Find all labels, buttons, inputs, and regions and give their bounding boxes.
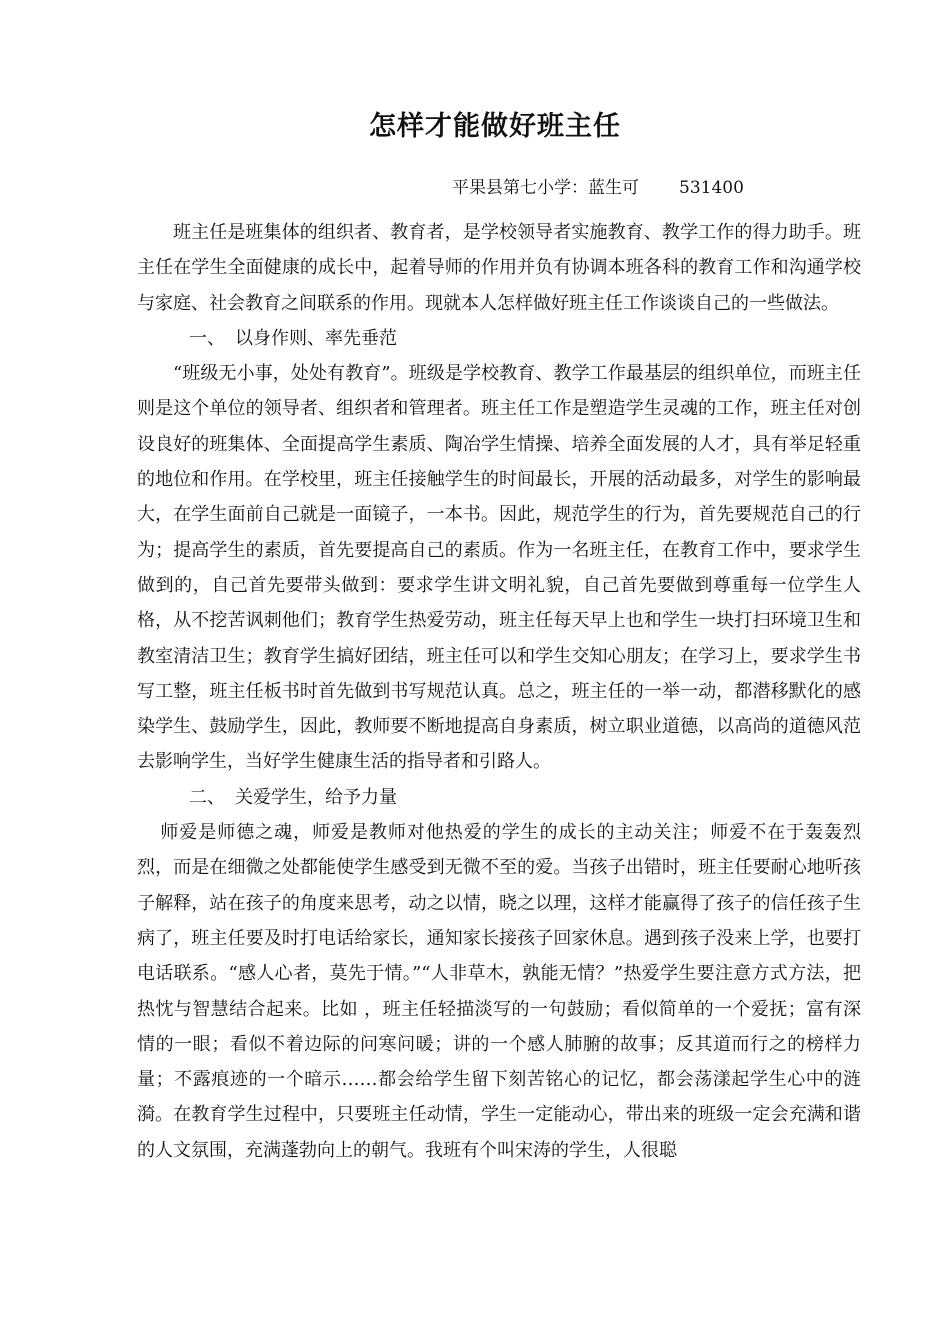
section-title: 关爱学生，给予力量 bbox=[235, 786, 397, 808]
section-number: 二、 bbox=[189, 786, 225, 808]
section-2-paragraph: 师爱是师德之魂，师爱是教师对他热爱的学生的成长的主动关注；师爱不在于轰轰烈烈，而是在细微之处都能使学生感受到无微不至的爱。当孩子出错时，班主任要耐心地听孩子解释，站在孩子的角度来思考，动之以情，晓之以理，这样才能赢得了孩子的信任孩子生病了，班主任要及时打电话给家长，通知家长接孩子回家休息。遇到孩子没来上学，也要打电话联系。“感人心者，莫先于情。”“人非草木，孰能无情？”热爱学生要注意方式方法，把热忱与智慧结合起来。比如 ，班主任轻描淡写的一句鼓励；看似简单的一个爱抚；富有深情的一眼；看似不着边际的问寒问暖；讲的一个感人肺腑的故事；反其道而行之的榜样力量；不露痕迹的一个暗示……都会给学生留下刻苦铭心的记忆，都会荡漾起学生心中的涟漪。在教育学生过程中，只要班主任动情，学生一定能动心，带出来的班级一定会充满和谐的人文氛围，充满蓬勃向上的朝气。我班有个叫宋涛的学生，人很聪 bbox=[137, 822, 861, 1161]
intro-paragraph: 班主任是班集体的组织者、教育者，是学校领导者实施教育、教学工作的得力助手。班主任在学生全面健康的成长中，起着导师的作用并负有协调本班各科的教育工作和沟通学校与家庭、社会教育之间联系的作用。现就本人怎样做好班主任工作谈谈自己的一些做法。 bbox=[137, 222, 861, 314]
section-heading-2 bbox=[137, 780, 861, 815]
section-1-paragraph: “班级无小事，处处有教育”。班级是学校教育、教学工作最基层的组织单位，而班主任则是这个单位的领导者、组织者和管理者。班主任工作是塑造学生灵魂的工作，班主任对创设良好的班集体、全面提高学生素质、陶冶学生情操、培养全面发展的人才，具有举足轻重的地位和作用。在学校里，班主任接触学生的时间最长，开展的活动最多，对学生的影响最大，在学生面前自己就是一面镜子，一本书。因此，规范学生的行为，首先要规范自己的行为；提高学生的素质，首先要提高自己的素质。作为一名班主任，在教育工作中，要求学生做到的，自己首先要带头做到：要求学生讲文明礼貌，自己首先要做到尊重每一位学生人格，从不挖苦讽刺他们；教育学生热爱劳动，班主任每天早上也和学生一块打扫环境卫生和教室清洁卫生；教育学生搞好团结，班主任可以和学生交知心朋友；在学习上，要求学生书写工整，班主任板书时首先做到书写规范认真。总之，班主任的一举一动，都潜移默化的感染学生、鼓励学生，因此，教师要不断地提高自身素质，树立职业道德，以高尚的道德风范去影响学生，当好学生健康生活的指导者和引路人。 bbox=[137, 363, 861, 773]
document-body bbox=[137, 215, 861, 1168]
postcode: 531400 bbox=[679, 178, 744, 198]
document-title: 怎样才能做好班主任 bbox=[369, 111, 621, 142]
section-title: 以身作则、率先垂范 bbox=[235, 327, 397, 349]
section-number: 一、 bbox=[189, 327, 225, 349]
section-heading-1 bbox=[137, 321, 861, 356]
author-line bbox=[452, 173, 744, 198]
author-name: 平果县第七小学：蓝生可 bbox=[452, 178, 639, 198]
